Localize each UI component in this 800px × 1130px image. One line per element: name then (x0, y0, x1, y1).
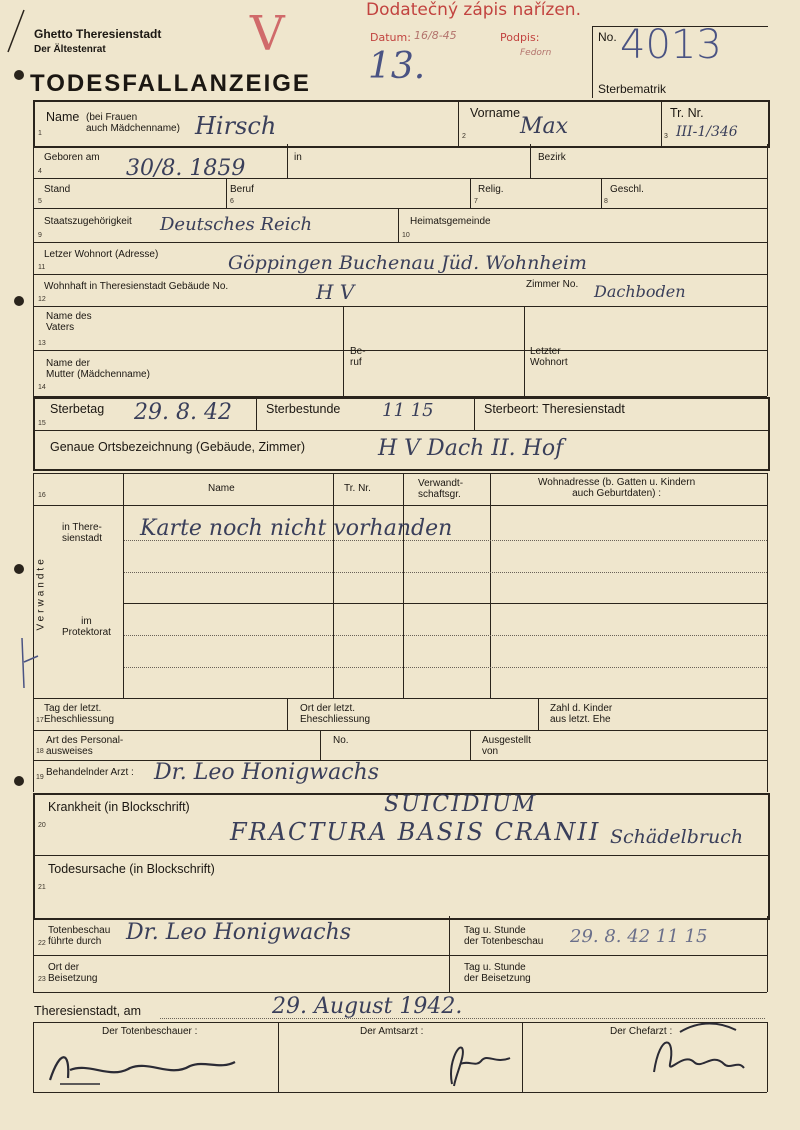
punch-hole-lower (14, 776, 24, 786)
name-label: Name (46, 110, 80, 124)
divider-beruf (226, 178, 227, 208)
name-label-extra: (bei Frauen auch Mädchenname) (86, 112, 180, 134)
wohnhaft-label: Wohnhaft in Theresienstadt Gebäude No. (44, 281, 229, 292)
divider-sterbestunde (256, 397, 257, 431)
insp-mid (33, 955, 767, 956)
divider-in (287, 144, 288, 178)
zimmer-value: Dachboden (594, 282, 686, 301)
trnr-label: Tr. Nr. (670, 106, 704, 120)
sterbestunde-value: 11 15 (382, 400, 434, 421)
divider-vorname (458, 100, 459, 146)
heimat-label: Heimatsgemeinde (410, 216, 491, 227)
rel-dot-3 (124, 635, 767, 636)
row17-bottom (33, 730, 767, 731)
red-check-mark: V (250, 6, 285, 62)
punch-hole-mid (14, 564, 24, 574)
org-council: Der Ältestenrat (34, 44, 106, 55)
beruf-label: Beruf (230, 184, 254, 195)
no-value: 4013 (620, 22, 722, 68)
trnr-value: III-1/346 (676, 124, 738, 140)
lower-frame-left (33, 698, 34, 792)
rel-head-bottom (33, 505, 767, 506)
stamp-datum-value: 16/8-45 (414, 29, 457, 42)
beschau-value: Dr. Leo Honigwachs (126, 920, 352, 945)
row-num-19: 19 (36, 774, 44, 781)
stand-label: Stand (44, 184, 71, 195)
divider-relig (470, 178, 471, 208)
wohnort-label: Letzer Wohnort (Adresse) (44, 249, 159, 260)
row-num-7: 7 (474, 198, 478, 205)
divider-bezirk (530, 144, 531, 178)
arzt-value: Dr. Leo Honigwachs (154, 760, 380, 785)
krankheit-value-1: SUICIDIUM (384, 792, 538, 817)
rel-bottom (33, 698, 767, 699)
rel-split (124, 603, 767, 604)
karte-value: Karte noch nicht vorhanden (140, 516, 453, 541)
row9-bottom (33, 242, 767, 243)
parent-beruf-label: Be- ruf (350, 346, 366, 368)
punch-hole-upper (14, 296, 24, 306)
divider-sterbeort (474, 397, 475, 431)
row11-bottom (33, 274, 767, 275)
staat-label: Staatszugehörigkeit (44, 216, 132, 227)
im-protektorat-label: im Protektorat (62, 616, 111, 638)
ortsbez-label: Genaue Ortsbezeichnung (Gebäude, Zimmer) (50, 440, 305, 454)
name-value: Hirsch (195, 112, 277, 140)
row-num-3: 3 (664, 133, 668, 140)
rel-col-name (123, 473, 124, 698)
kinder-label: Zahl d. Kinder aus letzt. Ehe (550, 703, 613, 725)
sterbetag-value: 29. 8. 42 (134, 400, 232, 425)
row-num-23: 23 (38, 976, 46, 983)
rel-col-trnr (333, 473, 334, 698)
sig-div-1 (278, 1022, 279, 1092)
ausgestellt-label: Ausgestellt von (482, 735, 531, 757)
vorname-value: Max (520, 114, 569, 139)
corner-slash-mark (2, 6, 32, 56)
staat-value: Deutsches Reich (160, 214, 313, 235)
verwandte-side-label: Verwandte (35, 556, 47, 631)
rel-frame-right (767, 473, 768, 698)
divider-ausgestellt (470, 730, 471, 760)
geboren-value: 30/8. 1859 (126, 156, 246, 181)
row18-bottom (33, 760, 767, 761)
rel-dot-1 (124, 540, 767, 541)
stamp-datum-label: Datum: (370, 31, 411, 44)
sterbetag-label: Sterbetag (50, 402, 105, 416)
tag-ehe-label: Tag der letzt. Eheschliessung (44, 703, 115, 725)
row-num-15: 15 (38, 420, 46, 427)
rel-col-name-label: Name (208, 483, 235, 494)
row-num-8: 8 (604, 198, 608, 205)
geboren-label: Geboren am (44, 152, 100, 163)
in-label: in (294, 152, 302, 163)
place-label: Theresienstadt, am (34, 1004, 141, 1018)
divider-ort-ehe (287, 698, 288, 730)
rel-dot-2 (124, 572, 767, 573)
amtsarzt-label: Der Amtsarzt : (360, 1026, 424, 1037)
sig-bottom (33, 1092, 767, 1093)
krankheit-value-2: FRACTURA BASIS CRANII (230, 818, 601, 846)
row-num-2: 2 (462, 133, 466, 140)
row-num-20: 20 (38, 822, 46, 829)
wohnort-value: Göppingen Buchenau Jüd. Wohnheim (228, 252, 587, 274)
vorname-label: Vorname (470, 106, 521, 120)
row-num-17: 17 (36, 717, 44, 724)
ausweis-label: Art des Personal- ausweises (46, 735, 124, 757)
stamp-title: Dodatečný zápis nařízen. (366, 0, 581, 20)
letzter-wohnort-label: Letzter Wohnort (530, 346, 568, 368)
chefarzt-label: Der Chefarzt : (610, 1026, 673, 1037)
rel-top (33, 473, 767, 474)
relig-label: Relig. (478, 184, 504, 195)
row-num-4: 4 (38, 168, 42, 175)
row12-bottom (33, 306, 767, 307)
row-num-1: 1 (38, 130, 42, 137)
geschl-label: Geschl. (610, 184, 644, 195)
divider-parent-wohnort (524, 306, 525, 396)
rel-col-verw (403, 473, 404, 698)
row-num-9: 9 (38, 232, 42, 239)
insp-frame-left (33, 916, 34, 992)
disease-mid (33, 855, 768, 856)
insp-bottom (33, 992, 767, 993)
stamp-podpis-label: Podpis: (500, 31, 540, 44)
rel-dot-4 (124, 667, 767, 668)
sterbematrik-label: Sterbematrik (598, 82, 667, 96)
bezirk-label: Bezirk (538, 152, 566, 163)
divider-kinder (538, 698, 539, 730)
vater-label: Name des Vaters (46, 311, 92, 333)
row-num-14: 14 (38, 384, 46, 391)
sterbeort-label: Sterbeort: Theresienstadt (484, 402, 625, 416)
org-name: Ghetto Theresienstadt (34, 27, 162, 41)
ort-beisetz-label: Ort der Beisetzung (48, 962, 98, 984)
row-num-21: 21 (38, 884, 46, 891)
row5-bottom (33, 208, 767, 209)
row13-mid (33, 350, 767, 351)
in-there-label: in There- sienstadt (62, 522, 103, 544)
death-mid (33, 430, 768, 431)
row-num-11: 11 (38, 264, 46, 271)
signature-amtsarzt (440, 1034, 520, 1090)
divider-trnr (661, 100, 662, 146)
row-num-12: 12 (38, 296, 46, 303)
rel-col-verw-label: Verwandt- schaftsgr. (418, 478, 464, 500)
krankheit-label: Krankheit (in Blockschrift) (48, 800, 190, 814)
wohnhaft-value: H V (316, 280, 355, 304)
stamp-podpis-value: Fedorn (520, 48, 552, 58)
ort-ehe-label: Ort der letzt. Eheschliessung (300, 703, 371, 725)
punch-hole-top (14, 70, 24, 80)
divider-ausweis-no (320, 730, 321, 760)
frame-right (767, 144, 768, 396)
krankheit-value-3: Schädelbruch (610, 826, 744, 848)
sig-frame-left (33, 1022, 34, 1092)
insp-divider (449, 916, 450, 992)
no-label: No. (598, 30, 617, 44)
form-title: TODESFALLANZEIGE (30, 70, 311, 97)
row-num-10: 10 (402, 232, 410, 239)
mutter-label: Name der Mutter (Mädchenname) (46, 358, 150, 380)
beschau-label: Totenbeschau führte durch (48, 925, 111, 947)
date-value: 29. August 1942. (272, 994, 463, 1019)
row-num-16: 16 (38, 492, 46, 499)
row-num-5: 5 (38, 198, 42, 205)
divider-heimat (398, 208, 399, 242)
ursache-label: Todesursache (in Blockschrift) (48, 862, 215, 876)
insp-frame-right (767, 916, 768, 992)
row-num-13: 13 (38, 340, 46, 347)
sterbestunde-label: Sterbestunde (266, 402, 341, 416)
rel-col-addr-label: Wohnadresse (b. Gatten u. Kindern auch Geburtdaten) : (538, 477, 696, 499)
tag-beisetz-label: Tag u. Stunde der Beisetzung (464, 962, 531, 984)
blue-number-mark: 13. (368, 46, 426, 87)
tagstunde-label: Tag u. Stunde der Totenbeschau (464, 925, 544, 947)
rel-col-addr (490, 473, 491, 698)
sig-frame-right (767, 1022, 768, 1092)
totenbeschauer-label: Der Totenbeschauer : (102, 1026, 198, 1037)
divider-parent-beruf (343, 306, 344, 396)
signature-totenbeschauer (40, 1040, 240, 1090)
divider-no (592, 26, 593, 98)
row-num-6: 6 (230, 198, 234, 205)
tagstunde-value: 29. 8. 42 11 15 (570, 926, 708, 947)
arzt-label: Behandelnder Arzt : (46, 767, 134, 778)
ortsbez-value: H V Dach II. Hof (378, 436, 564, 461)
frame-left (33, 144, 34, 396)
blue-pencil-mark (14, 632, 44, 692)
rel-col-trnr-label: Tr. Nr. (344, 483, 371, 494)
divider-geschl (601, 178, 602, 208)
zimmer-label: Zimmer No. (526, 279, 579, 290)
signature-chefarzt (640, 1012, 750, 1088)
sig-div-2 (522, 1022, 523, 1092)
row-num-18: 18 (36, 748, 44, 755)
ausweis-no-label: No. (333, 735, 349, 746)
row-num-22: 22 (38, 940, 46, 947)
lower-frame-right (767, 698, 768, 792)
